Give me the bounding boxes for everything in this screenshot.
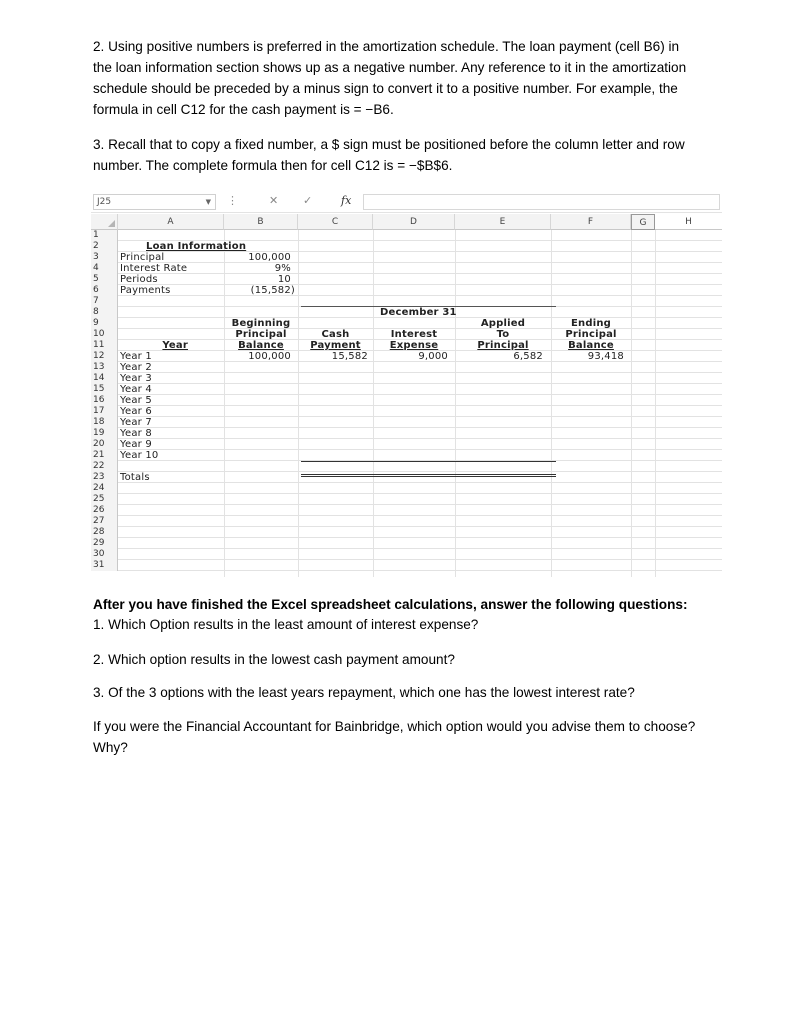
sheet-row xyxy=(91,230,722,241)
row-number[interactable]: 20 xyxy=(91,439,118,450)
name-box[interactable] xyxy=(93,194,216,210)
row-number[interactable]: 18 xyxy=(91,417,118,428)
year-label: Year 6 xyxy=(120,406,152,417)
sheet-row xyxy=(91,527,722,538)
row-number[interactable]: 19 xyxy=(91,428,118,439)
row-number[interactable]: 9 xyxy=(91,318,118,329)
year-label: Year 10 xyxy=(120,450,159,461)
interest-header-2: Expense xyxy=(389,340,439,351)
loan-info-title: Loan Information xyxy=(146,241,247,252)
total-rule-top xyxy=(301,474,556,475)
interest-expense-year1: 9,000 xyxy=(418,351,448,362)
sheet-row xyxy=(91,263,722,274)
payments-label: Payments xyxy=(120,285,171,296)
column-header-c[interactable]: C xyxy=(298,214,373,230)
ending-balance-year1: 93,418 xyxy=(587,351,624,362)
column-header-d[interactable]: D xyxy=(373,214,455,230)
year-label: Year 8 xyxy=(120,428,152,439)
applied-header-3: Principal xyxy=(477,340,529,351)
sheet-row xyxy=(91,395,722,406)
sheet-row xyxy=(91,285,722,296)
year-label: Year 9 xyxy=(120,439,152,450)
subtotal-rule xyxy=(301,461,556,462)
questions-heading: After you have finished the Excel spreadsheet calculations, answer the following questions: xyxy=(93,597,688,612)
total-rule-bottom xyxy=(301,476,556,477)
chevron-down-icon[interactable]: ▼ xyxy=(205,198,211,206)
formula-input[interactable] xyxy=(363,194,720,210)
applied-header-2: To xyxy=(496,329,510,340)
cancel-icon[interactable]: ✕ xyxy=(269,194,279,207)
column-headers xyxy=(91,214,722,230)
row-number[interactable]: 31 xyxy=(91,560,118,571)
column-header-a[interactable]: A xyxy=(118,214,224,230)
ending-header-2: Principal xyxy=(565,329,617,340)
sheet-row xyxy=(91,417,722,428)
row-number[interactable]: 28 xyxy=(91,527,118,538)
sheet-row xyxy=(91,406,722,417)
row-number[interactable]: 30 xyxy=(91,549,118,560)
row-number[interactable]: 5 xyxy=(91,274,118,285)
instruction-paragraph-3: 3. Recall that to copy a fixed number, a $ sign must be positioned before the column letter and row number. The complete formula then for cell C12 is = −$B$6. xyxy=(93,137,685,173)
sheet-row xyxy=(91,340,722,351)
date-header-rule xyxy=(301,306,556,307)
year-label: Year 7 xyxy=(120,417,152,428)
row-number[interactable]: 26 xyxy=(91,505,118,516)
year-header: Year xyxy=(162,340,188,351)
cash-header-2: Payment xyxy=(310,340,361,351)
beginning-header-2: Principal xyxy=(235,329,287,340)
sheet-row xyxy=(91,274,722,285)
beginning-header-3: Balance xyxy=(238,340,284,351)
row-number[interactable]: 6 xyxy=(91,285,118,296)
sheet-row xyxy=(91,241,722,252)
sheet-row xyxy=(91,439,722,450)
year-label: Year 3 xyxy=(120,373,152,384)
row-number[interactable]: 11 xyxy=(91,340,118,351)
periods-value: 10 xyxy=(277,274,291,285)
year-label: Year 4 xyxy=(120,384,152,395)
row-number[interactable]: 13 xyxy=(91,362,118,373)
interest-rate-label: Interest Rate xyxy=(120,263,188,274)
interest-header-1: Interest xyxy=(390,329,438,340)
sheet-row xyxy=(91,428,722,439)
sheet-row xyxy=(91,329,722,340)
sheet-row xyxy=(91,450,722,461)
row-number[interactable]: 15 xyxy=(91,384,118,395)
row-number[interactable]: 4 xyxy=(91,263,118,274)
year-label: Year 5 xyxy=(120,395,152,406)
row-number[interactable]: 23 xyxy=(91,472,118,483)
sheet-row xyxy=(91,505,722,516)
question-2: 2. Which option results in the lowest cash payment amount? xyxy=(93,652,455,667)
question-3: 3. Of the 3 options with the least years repayment, which one has the lowest interest rate? xyxy=(93,685,635,700)
ending-header-3: Balance xyxy=(568,340,614,351)
principal-label: Principal xyxy=(120,252,165,263)
row-number[interactable]: 10 xyxy=(91,329,118,340)
row-number[interactable]: 12 xyxy=(91,351,118,362)
sheet-row xyxy=(91,318,722,329)
row-number[interactable]: 8 xyxy=(91,307,118,318)
ending-header-1: Ending xyxy=(570,318,611,329)
row-number[interactable]: 22 xyxy=(91,461,118,472)
beginning-header-1: Beginning xyxy=(231,318,291,329)
payments-value: (15,582) xyxy=(250,285,295,296)
sheet-row xyxy=(91,516,722,527)
principal-value: 100,000 xyxy=(248,252,291,263)
sheet-row xyxy=(91,549,722,560)
year-label: Year 1 xyxy=(120,351,152,362)
row-number[interactable]: 21 xyxy=(91,450,118,461)
applied-principal-year1: 6,582 xyxy=(513,351,543,362)
more-options-icon: ⋮ xyxy=(227,194,238,207)
row-number[interactable]: 7 xyxy=(91,296,118,307)
column-header-h[interactable]: H xyxy=(655,214,722,230)
sheet-row xyxy=(91,351,722,362)
sheet-row xyxy=(91,494,722,505)
column-header-f[interactable]: F xyxy=(551,214,631,230)
sheet-row xyxy=(91,538,722,549)
sheet-row xyxy=(91,252,722,263)
sheet-row xyxy=(91,362,722,373)
year-label: Year 2 xyxy=(120,362,152,373)
row-number[interactable]: 16 xyxy=(91,395,118,406)
sheet-row xyxy=(91,483,722,494)
sheet-row xyxy=(91,384,722,395)
row-number[interactable]: 1 xyxy=(91,230,118,241)
date-header: December 31 xyxy=(380,307,457,318)
row-number[interactable]: 17 xyxy=(91,406,118,417)
row-number[interactable]: 24 xyxy=(91,483,118,494)
cash-header-1: Cash xyxy=(321,329,350,340)
cash-payment-year1: 15,582 xyxy=(331,351,368,362)
column-header-e[interactable]: E xyxy=(455,214,551,230)
sheet-row xyxy=(91,461,722,472)
confirm-icon[interactable]: ✓ xyxy=(303,194,313,207)
function-icon[interactable]: fx xyxy=(341,194,352,207)
totals-label: Totals xyxy=(120,472,150,483)
name-box-value: J25 xyxy=(97,197,112,207)
column-header-g[interactable]: G xyxy=(631,214,655,230)
sheet-row xyxy=(91,560,722,571)
spreadsheet-screenshot xyxy=(91,190,722,577)
beginning-balance-year1: 100,000 xyxy=(248,351,291,362)
question-4: If you were the Financial Accountant for Bainbridge, which option would you advise them to choose? Why? xyxy=(93,719,696,755)
periods-label: Periods xyxy=(120,274,158,285)
question-1: 1. Which Option results in the least amount of interest expense? xyxy=(93,617,479,632)
row-number[interactable]: 2 xyxy=(91,241,118,252)
row-number[interactable]: 29 xyxy=(91,538,118,549)
row-number[interactable]: 3 xyxy=(91,252,118,263)
instruction-paragraph-2: 2. Using positive numbers is preferred in the amortization schedule. The loan payment (cell B6) in the loan information section shows up as a negative number. Any reference to it in the amortization schedule should be preceded by a minus sign to convert it to a positive number. For example, the formula in cell C12 for the cash payment is = −B6. xyxy=(93,39,687,117)
interest-rate-value: 9% xyxy=(274,263,291,274)
applied-header-1: Applied xyxy=(480,318,526,329)
sheet-row xyxy=(91,373,722,384)
column-header-b[interactable]: B xyxy=(224,214,298,230)
row-number[interactable]: 25 xyxy=(91,494,118,505)
formula-bar xyxy=(91,190,722,213)
sheet-row xyxy=(91,307,722,318)
row-number[interactable]: 14 xyxy=(91,373,118,384)
row-number[interactable]: 27 xyxy=(91,516,118,527)
